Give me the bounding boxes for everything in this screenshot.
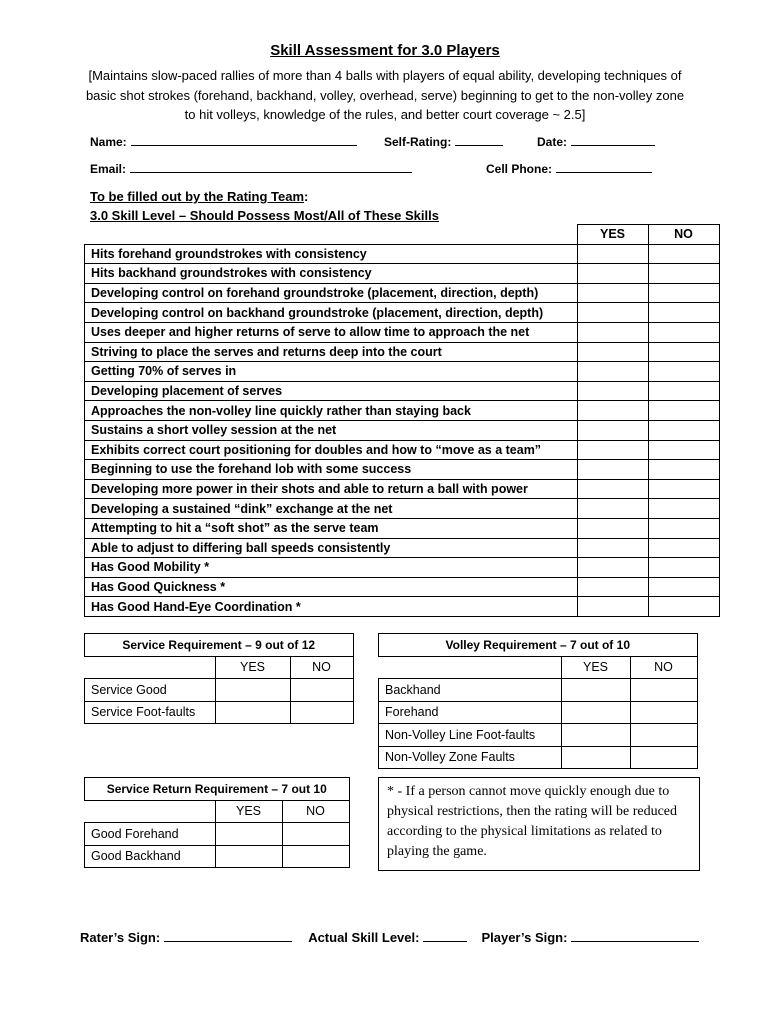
self-rating-line[interactable] (455, 133, 503, 146)
yes-checkbox-cell[interactable] (577, 322, 648, 342)
rating-team-header (90, 187, 439, 225)
player-sign-label: Player’s Sign: (481, 930, 568, 945)
no-checkbox-cell[interactable] (648, 381, 719, 401)
date-field[interactable] (537, 133, 655, 149)
no-checkbox-cell[interactable] (290, 701, 353, 724)
cell-phone-field[interactable] (486, 160, 652, 176)
skill-label: Developing a sustained “dink” exchange at the net (85, 499, 578, 519)
yes-checkbox-cell[interactable] (561, 701, 630, 724)
yes-checkbox-cell[interactable] (577, 342, 648, 362)
table-header-row (85, 656, 354, 679)
table-row (85, 538, 720, 558)
table-row (85, 381, 720, 401)
table-row (85, 460, 720, 480)
no-checkbox-cell[interactable] (648, 322, 719, 342)
yes-checkbox-cell[interactable] (561, 724, 630, 747)
table-row (85, 597, 720, 617)
yes-header: YES (577, 225, 648, 245)
skill-label: Approaches the non-volley line quickly rather than staying back (85, 401, 578, 421)
skill-label: Striving to place the serves and returns deep into the court (85, 342, 578, 362)
header-blank (85, 656, 216, 679)
table-row (85, 499, 720, 519)
no-checkbox-cell[interactable] (648, 342, 719, 362)
yes-checkbox-cell[interactable] (215, 823, 282, 846)
yes-checkbox-cell[interactable] (577, 362, 648, 382)
yes-header: YES (561, 656, 630, 679)
table-title-row (85, 634, 354, 657)
cell-phone-label: Cell Phone: (486, 162, 553, 176)
yes-checkbox-cell[interactable] (577, 381, 648, 401)
skill-label: Service Good (85, 679, 216, 702)
no-checkbox-cell[interactable] (648, 518, 719, 538)
table-row (85, 577, 720, 597)
skill-label: Exhibits correct court positioning for doubles and how to “move as a team” (85, 440, 578, 460)
table-row (85, 845, 350, 868)
table-row (85, 701, 354, 724)
header-blank (85, 225, 578, 245)
yes-checkbox-cell[interactable] (561, 679, 630, 702)
yes-header: YES (215, 800, 282, 823)
no-checkbox-cell[interactable] (648, 577, 719, 597)
date-label: Date: (537, 135, 568, 149)
no-checkbox-cell[interactable] (648, 479, 719, 499)
volley-requirement-table (378, 633, 698, 769)
skill-label: Sustains a short volley session at the net (85, 420, 578, 440)
table-row (85, 322, 720, 342)
no-checkbox-cell[interactable] (648, 401, 719, 421)
skill-label: Forehand (379, 701, 562, 724)
no-header: NO (282, 800, 349, 823)
skill-label: Developing control on backhand groundstroke (placement, direction, depth) (85, 303, 578, 323)
service-requirement-table (84, 633, 354, 724)
name-field[interactable] (90, 133, 357, 149)
yes-checkbox-cell[interactable] (215, 701, 290, 724)
table-row (379, 701, 698, 724)
table-row (85, 518, 720, 538)
yes-checkbox-cell[interactable] (577, 577, 648, 597)
yes-checkbox-cell[interactable] (577, 420, 648, 440)
yes-checkbox-cell[interactable] (577, 460, 648, 480)
yes-checkbox-cell[interactable] (577, 244, 648, 264)
email-field[interactable] (90, 160, 412, 176)
no-checkbox-cell[interactable] (630, 746, 697, 769)
skill-label: Has Good Mobility * (85, 558, 578, 578)
yes-checkbox-cell[interactable] (577, 538, 648, 558)
skill-label: Hits backhand groundstrokes with consistency (85, 264, 578, 284)
skill-label: Good Forehand (85, 823, 216, 846)
name-label: Name: (90, 135, 127, 149)
actual-skill-level-label: Actual Skill Level: (308, 930, 420, 945)
page-title: Skill Assessment for 3.0 Players (270, 42, 500, 59)
table-row (379, 724, 698, 747)
no-checkbox-cell[interactable] (648, 558, 719, 578)
table-row (85, 264, 720, 284)
player-sign-line[interactable] (571, 928, 699, 942)
skill-label: Good Backhand (85, 845, 216, 868)
skill-label: Backhand (379, 679, 562, 702)
table-header-row (85, 800, 350, 823)
yes-checkbox-cell[interactable] (577, 303, 648, 323)
no-checkbox-cell[interactable] (648, 420, 719, 440)
skill-label: Has Good Quickness * (85, 577, 578, 597)
date-line[interactable] (571, 133, 655, 146)
volley-requirement-title: Volley Requirement – 7 out of 10 (379, 634, 698, 657)
skill-label: Able to adjust to differing ball speeds consistently (85, 538, 578, 558)
table-header-row (379, 656, 698, 679)
table-title-row (379, 634, 698, 657)
yes-checkbox-cell[interactable] (215, 679, 290, 702)
skill-label: Beginning to use the forehand lob with some success (85, 460, 578, 480)
yes-checkbox-cell[interactable] (577, 597, 648, 617)
no-checkbox-cell[interactable] (290, 679, 353, 702)
signature-row (80, 928, 699, 945)
yes-checkbox-cell[interactable] (577, 558, 648, 578)
level-description: [Maintains slow-paced rallies of more than 4 balls with players of equal ability, developing techniques of basic shot strokes (forehand, backhand, volley, overhead, serve) beginning to get to the non-volley zone to hit volleys, knowledge of the rules, and better court coverage ~ 2.5] (85, 68, 685, 122)
skill-label: Developing more power in their shots and able to return a ball with power (85, 479, 578, 499)
no-checkbox-cell[interactable] (630, 724, 697, 747)
header-blank (379, 656, 562, 679)
name-line[interactable] (131, 133, 357, 146)
service-return-requirement-title: Service Return Requirement – 7 out 10 (85, 778, 350, 801)
rating-team-heading: To be filled out by the Rating Team (90, 189, 305, 204)
no-checkbox-cell[interactable] (648, 303, 719, 323)
no-checkbox-cell[interactable] (648, 264, 719, 284)
email-label: Email: (90, 162, 127, 176)
no-checkbox-cell[interactable] (648, 283, 719, 303)
skill-label: Non-Volley Line Foot-faults (379, 724, 562, 747)
no-checkbox-cell[interactable] (648, 499, 719, 519)
skill-label: Hits forehand groundstrokes with consistency (85, 244, 578, 264)
yes-checkbox-cell[interactable] (577, 518, 648, 538)
cell-phone-line[interactable] (556, 160, 652, 173)
rating-team-colon: : (304, 189, 309, 204)
table-row (85, 420, 720, 440)
table-row (85, 823, 350, 846)
no-checkbox-cell[interactable] (648, 597, 719, 617)
rater-sign-line[interactable] (164, 928, 292, 942)
table-row (379, 746, 698, 769)
table-row (85, 303, 720, 323)
table-header-row (85, 225, 720, 245)
no-checkbox-cell[interactable] (648, 538, 719, 558)
table-row (85, 440, 720, 460)
yes-checkbox-cell[interactable] (577, 283, 648, 303)
no-checkbox-cell[interactable] (282, 823, 349, 846)
yes-checkbox-cell[interactable] (577, 479, 648, 499)
skill-label: Developing control on forehand groundstroke (placement, direction, depth) (85, 283, 578, 303)
table-row (85, 244, 720, 264)
no-checkbox-cell[interactable] (648, 362, 719, 382)
skill-label: Developing placement of serves (85, 381, 578, 401)
table-row (85, 558, 720, 578)
table-row (85, 362, 720, 382)
header-blank (85, 800, 216, 823)
no-header: NO (630, 656, 697, 679)
self-rating-field[interactable] (384, 133, 503, 149)
yes-checkbox-cell[interactable] (577, 499, 648, 519)
skill-label: Service Foot-faults (85, 701, 216, 724)
table-row (85, 479, 720, 499)
physical-restriction-note: * - If a person cannot move quickly enough due to physical restrictions, then the rating will be reduced according to the physical limitations as related to playing the game. (378, 777, 700, 871)
table-row (85, 283, 720, 303)
rater-sign-label: Rater’s Sign: (80, 930, 161, 945)
skill-label: Uses deeper and higher returns of serve to allow time to approach the net (85, 322, 578, 342)
table-row (85, 401, 720, 421)
skills-checklist-table (84, 224, 720, 617)
skill-level-heading: 3.0 Skill Level – Should Possess Most/All of These Skills (90, 208, 439, 223)
skill-label: Non-Volley Zone Faults (379, 746, 562, 769)
skill-label: Has Good Hand-Eye Coordination * (85, 597, 578, 617)
no-checkbox-cell[interactable] (648, 244, 719, 264)
actual-skill-level-line[interactable] (423, 928, 467, 942)
no-header: NO (290, 656, 353, 679)
table-row (379, 679, 698, 702)
yes-checkbox-cell[interactable] (561, 746, 630, 769)
no-checkbox-cell[interactable] (648, 460, 719, 480)
no-checkbox-cell[interactable] (630, 679, 697, 702)
no-header: NO (648, 225, 719, 245)
service-return-requirement-table (84, 777, 350, 868)
table-row (85, 342, 720, 362)
no-checkbox-cell[interactable] (282, 845, 349, 868)
yes-checkbox-cell[interactable] (577, 401, 648, 421)
table-row (85, 679, 354, 702)
no-checkbox-cell[interactable] (630, 701, 697, 724)
no-checkbox-cell[interactable] (648, 440, 719, 460)
email-line[interactable] (130, 160, 412, 173)
service-requirement-title: Service Requirement – 9 out of 12 (85, 634, 354, 657)
yes-header: YES (215, 656, 290, 679)
skill-label: Getting 70% of serves in (85, 362, 578, 382)
table-title-row (85, 778, 350, 801)
yes-checkbox-cell[interactable] (577, 440, 648, 460)
skill-label: Attempting to hit a “soft shot” as the serve team (85, 518, 578, 538)
yes-checkbox-cell[interactable] (577, 264, 648, 284)
self-rating-label: Self-Rating: (384, 135, 452, 149)
yes-checkbox-cell[interactable] (215, 845, 282, 868)
